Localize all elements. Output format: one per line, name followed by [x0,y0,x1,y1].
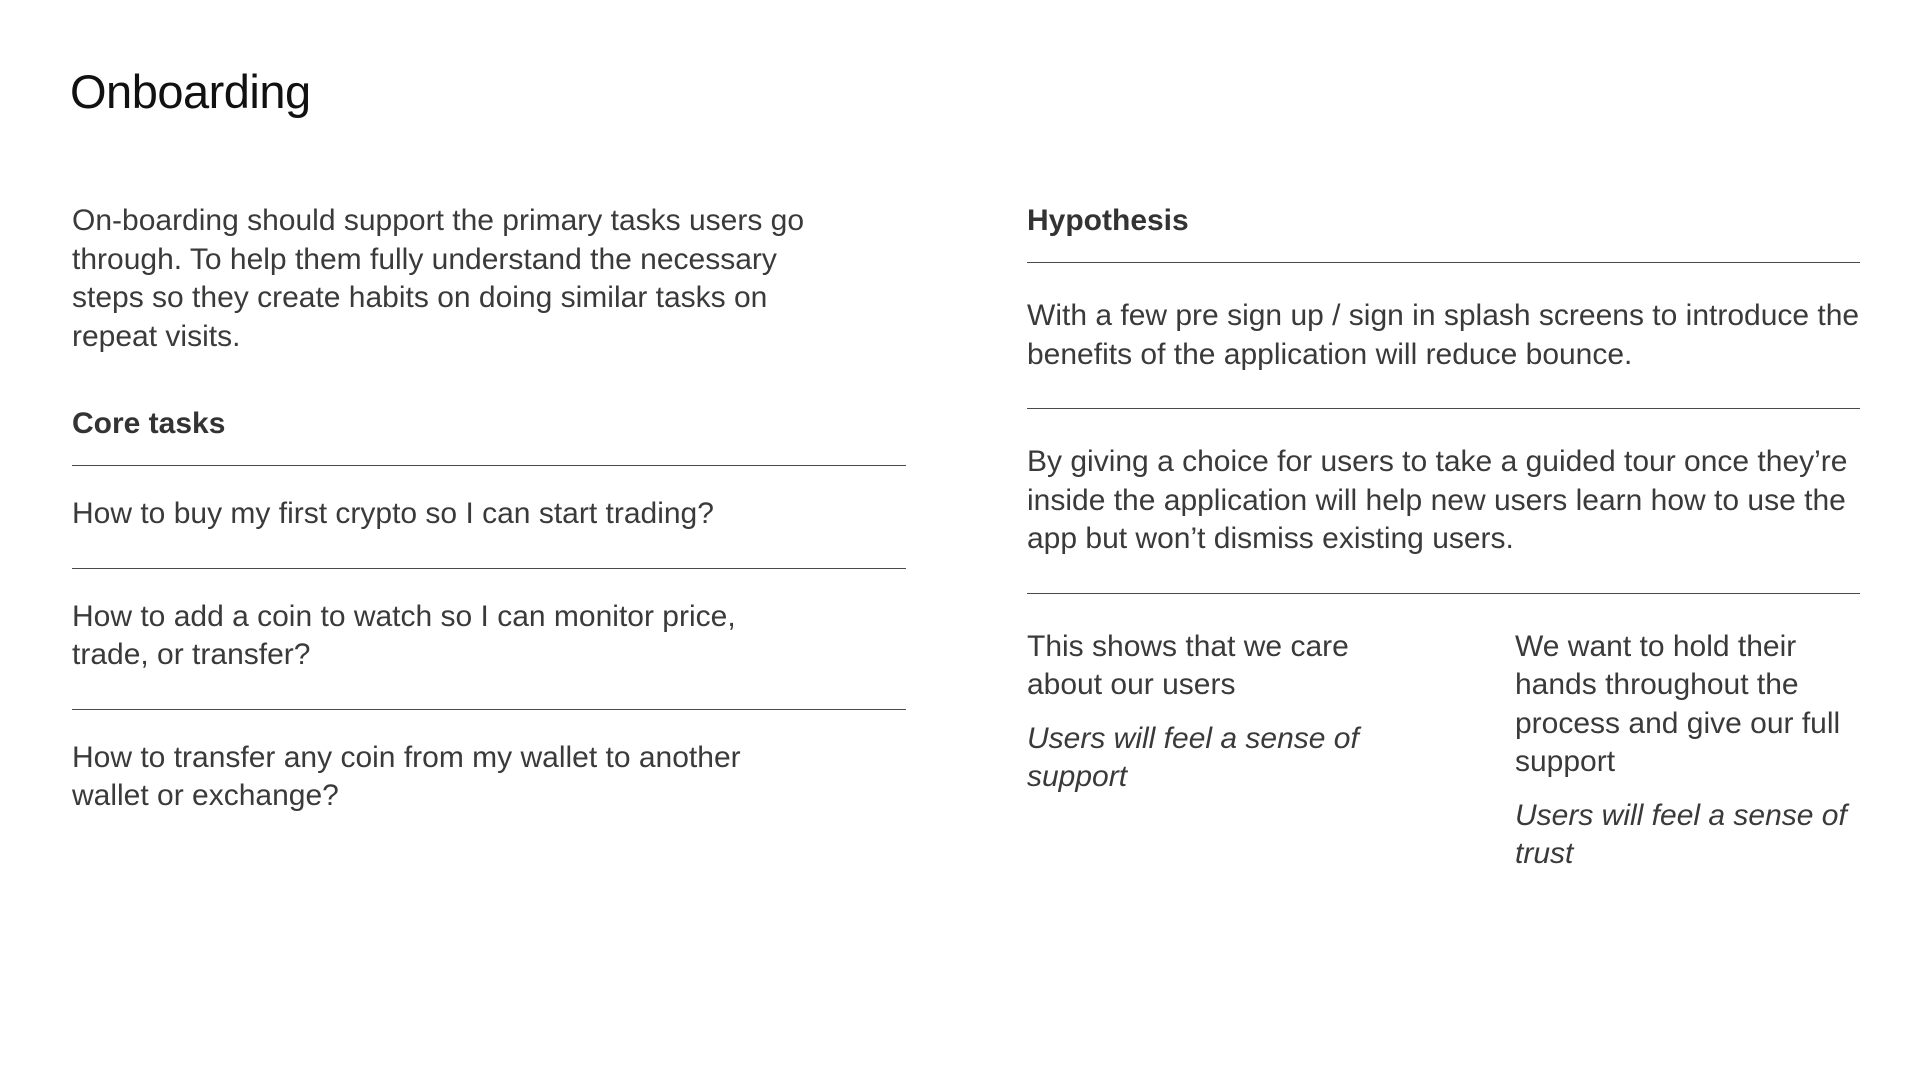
left-column [72,202,906,850]
hypothesis-item: With a few pre sign up / sign in splash screens to introduce the benefits of the application will reduce bounce. [1027,263,1860,409]
outcome-feeling: Users will feel a sense of trust [1515,798,1847,870]
outcome-feeling: Users will feel a sense of support [1027,721,1359,793]
core-task-item [72,710,906,850]
core-task-text: How to buy my first crypto so I can start trading? [72,497,714,530]
outcome-trust [1515,628,1860,874]
hypothesis-item: By giving a choice for users to take a guided tour once they’re inside the application will help new users learn how to use the app but won’t dismiss existing users. [1027,409,1860,594]
page-title: Onboarding [70,65,311,118]
core-tasks-list [72,466,906,850]
core-task-item [72,569,906,710]
hypothesis-heading: Hypothesis [1027,204,1189,237]
core-tasks-heading: Core tasks [72,407,226,440]
outcome-support [1027,628,1387,874]
right-column [1027,202,1860,874]
core-task-item [72,466,906,569]
intro-paragraph: On-boarding should support the primary tasks users go through. To help them fully understand the necessary steps so they create habits on doing similar tasks on repeat visits. [72,204,805,353]
core-task-text: How to add a coin to watch so I can monitor price, trade, or transfer? [72,599,736,671]
outcomes [1027,628,1860,874]
outcome-statement: We want to hold their hands throughout the process and give our full support [1515,629,1841,778]
outcome-statement: This shows that we care about our users [1027,629,1349,701]
core-task-text: How to transfer any coin from my wallet to another wallet or exchange? [72,740,741,812]
